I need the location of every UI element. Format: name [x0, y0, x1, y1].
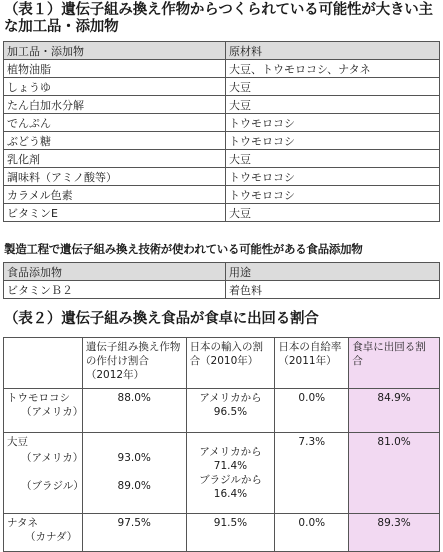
crop-name: 大豆 — [7, 436, 28, 448]
table1-title: （表１）遺伝子組み換え作物からつくられている可能性が大きい主な加工品・添加物 — [4, 2, 433, 35]
table-row — [4, 186, 440, 204]
crop-name: ナタネ — [7, 517, 38, 529]
table1-header — [4, 42, 440, 60]
crop-origin: （アメリカ） — [21, 452, 84, 464]
table2 — [3, 337, 440, 552]
import-share: アメリカから 71.4% — [199, 446, 262, 472]
value-cell: トウモロコシ — [226, 114, 440, 132]
value-cell: トウモロコシ — [226, 168, 440, 186]
value-cell: トウモロコシ — [226, 186, 440, 204]
planting-share: 93.0% — [117, 452, 151, 464]
table-row — [4, 168, 440, 186]
planting-share: 89.0% — [117, 480, 151, 492]
table-share: 81.0% — [349, 433, 440, 514]
table2-header: 日本の輸入の割合（2010年） — [186, 338, 275, 389]
table-row — [4, 114, 440, 132]
value-cell: 大豆 — [226, 96, 440, 114]
table-row — [4, 389, 440, 433]
table-row — [4, 96, 440, 114]
import-share: アメリカから 96.5% — [186, 389, 275, 433]
table2-corner — [4, 338, 83, 389]
column-header: 原材料 — [226, 42, 440, 60]
planting-share: 97.5% — [82, 514, 186, 552]
item-cell: 調味料（アミノ酸等） — [4, 168, 226, 186]
item-cell: 乳化剤 — [4, 150, 226, 168]
subtable-title: 製造工程で遺伝子組み換え技術が使われている可能性がある食品添加物 — [4, 242, 363, 256]
column-header: 加工品・添加物 — [4, 42, 226, 60]
value-cell: 大豆 — [226, 204, 440, 222]
item-cell: ビタミンＢ２ — [4, 281, 226, 299]
item-cell: たん白加水分解 — [4, 96, 226, 114]
table-share: 84.9% — [349, 389, 440, 433]
table-row — [4, 204, 440, 222]
subtable-header — [4, 263, 440, 281]
column-header: 食品添加物 — [4, 263, 226, 281]
table-row — [4, 78, 440, 96]
self-sufficiency: 7.3% — [275, 433, 349, 514]
value-cell: 大豆 — [226, 150, 440, 168]
crop-origin: （アメリカ） — [21, 406, 84, 418]
self-sufficiency: 0.0% — [275, 389, 349, 433]
table2-header: 日本の自給率（2011年） — [275, 338, 349, 389]
table2-header: 遺伝子組み換え作物の作付け割合（2012年） — [82, 338, 186, 389]
value-cell: トウモロコシ — [226, 132, 440, 150]
crop-origin: （カナダ） — [25, 531, 78, 543]
item-cell: ぶどう糖 — [4, 132, 226, 150]
table1 — [3, 41, 440, 222]
item-cell: しょうゆ — [4, 78, 226, 96]
crop-name: トウモロコシ — [7, 392, 70, 404]
table-row — [4, 433, 440, 514]
item-cell: でんぷん — [4, 114, 226, 132]
additive-table — [3, 262, 440, 299]
item-cell: ビタミンE — [4, 204, 226, 222]
table-row — [4, 60, 440, 78]
crop-origin: （ブラジル） — [21, 480, 84, 492]
item-cell: カラメル色素 — [4, 186, 226, 204]
table-share: 89.3% — [349, 514, 440, 552]
column-header: 用途 — [226, 263, 440, 281]
value-cell: 着色料 — [226, 281, 440, 299]
table2-header: 食卓に出回る割合 — [349, 338, 440, 389]
table-row — [4, 281, 440, 299]
table2-title: （表２）遺伝子組み換え食品が食卓に出回る割合 — [4, 311, 319, 327]
value-cell: 大豆 — [226, 78, 440, 96]
value-cell: 大豆、トウモロコシ、ナタネ — [226, 60, 440, 78]
item-cell: 植物油脂 — [4, 60, 226, 78]
import-share: ブラジルから 16.4% — [199, 474, 262, 500]
import-share: 91.5% — [186, 514, 275, 552]
self-sufficiency: 0.0% — [275, 514, 349, 552]
planting-share: 88.0% — [82, 389, 186, 433]
table-row — [4, 132, 440, 150]
table-row — [4, 150, 440, 168]
